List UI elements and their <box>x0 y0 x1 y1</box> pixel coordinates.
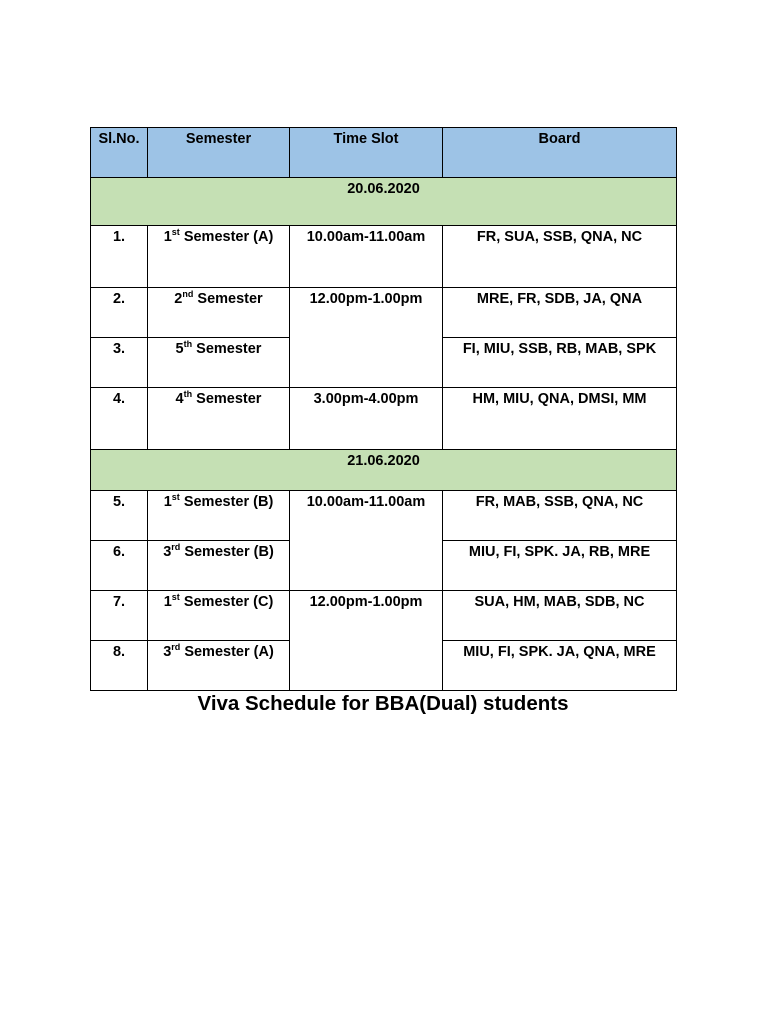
semester-cell <box>148 491 290 541</box>
sl-cell: 7. <box>91 591 148 641</box>
table-row <box>91 388 677 450</box>
table-row <box>91 226 677 288</box>
date-cell: 20.06.2020 <box>91 178 677 226</box>
viva-schedule-table <box>90 127 677 691</box>
table-row <box>91 288 677 338</box>
semester-number: 2 <box>174 291 183 307</box>
semester-cell <box>148 641 290 691</box>
semester-ordinal: th <box>183 339 193 350</box>
sl-cell: 1. <box>91 226 148 288</box>
semester-number: 1 <box>163 229 172 245</box>
board-cell: FR, MAB, SSB, QNA, NC <box>443 491 677 541</box>
board-cell: MIU, FI, SPK. JA, QNA, MRE <box>443 641 677 691</box>
table-row <box>91 491 677 541</box>
semester-number: 3 <box>163 644 172 660</box>
date-cell: 21.06.2020 <box>91 450 677 491</box>
sl-cell: 3. <box>91 338 148 388</box>
board-cell: FR, SUA, SSB, QNA, NC <box>443 226 677 288</box>
semester-number: 1 <box>163 494 172 510</box>
header-semester: Semester <box>148 128 290 178</box>
semester-text: Semester (B) <box>180 544 274 560</box>
time-slot-cell: 12.00pm-1.00pm <box>290 288 443 388</box>
semester-cell <box>148 338 290 388</box>
date-row <box>91 450 677 491</box>
semester-cell <box>148 388 290 450</box>
semester-ordinal: st <box>171 227 180 238</box>
header-time-slot: Time Slot <box>290 128 443 178</box>
board-cell: FI, MIU, SSB, RB, MAB, SPK <box>443 338 677 388</box>
schedule-caption: Viva Schedule for BBA(Dual) students <box>197 692 569 715</box>
board-cell: HM, MIU, QNA, DMSI, MM <box>443 388 677 450</box>
header-board: Board <box>443 128 677 178</box>
semester-text: Semester (A) <box>180 644 274 660</box>
sl-cell: 6. <box>91 541 148 591</box>
board-cell: MIU, FI, SPK. JA, RB, MRE <box>443 541 677 591</box>
sl-cell: 4. <box>91 388 148 450</box>
semester-text: Semester (A) <box>179 229 274 245</box>
semester-text: Semester <box>193 291 263 307</box>
board-cell: MRE, FR, SDB, JA, QNA <box>443 288 677 338</box>
semester-ordinal: rd <box>171 542 181 553</box>
time-slot-cell: 3.00pm-4.00pm <box>290 388 443 450</box>
semester-text: Semester <box>192 341 262 357</box>
semester-number: 5 <box>175 341 184 357</box>
semester-cell <box>148 226 290 288</box>
semester-ordinal: st <box>171 592 180 603</box>
sl-cell: 8. <box>91 641 148 691</box>
semester-text: Semester (C) <box>179 594 274 610</box>
semester-number: 3 <box>163 544 172 560</box>
semester-ordinal: rd <box>171 642 181 653</box>
table-row <box>91 591 677 641</box>
date-row <box>91 178 677 226</box>
board-cell: SUA, HM, MAB, SDB, NC <box>443 591 677 641</box>
semester-text: Semester (B) <box>179 494 274 510</box>
semester-ordinal: th <box>183 389 193 400</box>
sl-cell: 2. <box>91 288 148 338</box>
time-slot-cell: 12.00pm-1.00pm <box>290 591 443 691</box>
semester-cell <box>148 591 290 641</box>
time-slot-cell: 10.00am-11.00am <box>290 226 443 288</box>
semester-cell <box>148 288 290 338</box>
sl-cell: 5. <box>91 491 148 541</box>
semester-number: 4 <box>175 391 184 407</box>
header-slno: Sl.No. <box>91 128 148 178</box>
semester-text: Semester <box>192 391 262 407</box>
semester-ordinal: st <box>171 492 180 503</box>
header-row <box>91 128 677 178</box>
time-slot-cell: 10.00am-11.00am <box>290 491 443 591</box>
semester-ordinal: nd <box>182 289 194 300</box>
semester-cell <box>148 541 290 591</box>
semester-number: 1 <box>163 594 172 610</box>
